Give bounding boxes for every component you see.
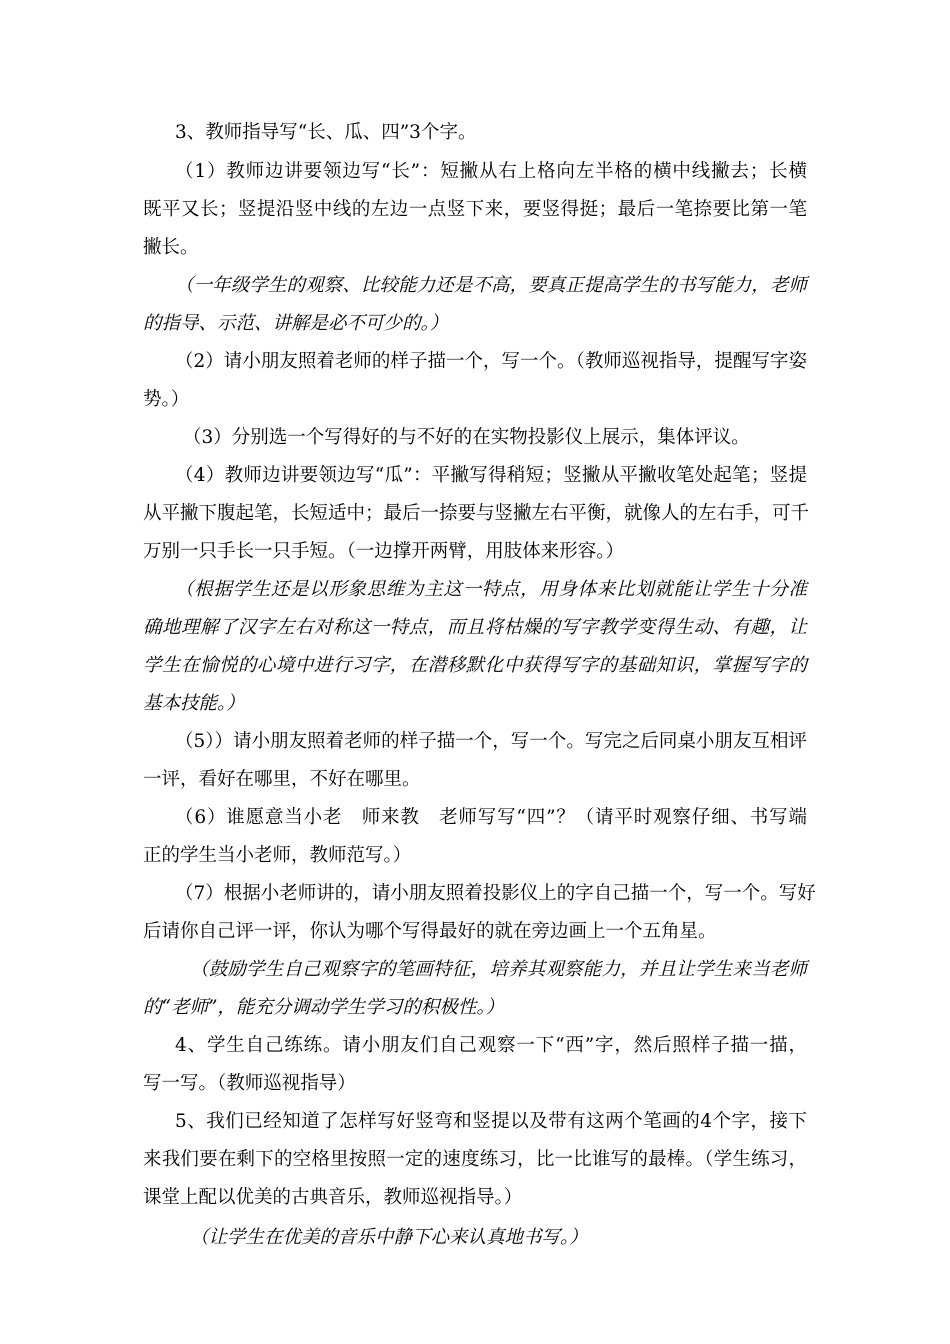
- text-line: （7）根据小老师讲的，请小朋友照着投影仪上的字自己描一个，写一个。写好: [175, 883, 816, 904]
- text-line: 既平又长；竖提沿竖中线的左边一点竖下来，要竖得挺；最后一笔捺要比第一笔: [143, 199, 807, 220]
- text-line: （2）请小朋友照着老师的样子描一个，写一个。（教师巡视指导，提醒写字姿: [175, 351, 807, 372]
- text-line: （5））请小朋友照着老师的样子描一个，写一个。写完之后同桌小朋友互相评: [175, 731, 807, 752]
- text-line: 势。）: [143, 389, 190, 410]
- annotation-line: 基本技能。）: [143, 693, 245, 714]
- annotation-line: 确地理解了汉字左右对称这一特点，而且将枯燥的写字教学变得生动、有趣，让: [143, 617, 807, 638]
- annotation-line: 的“老师”，能充分调动学生学习的积极性。）: [143, 997, 505, 1018]
- annotation-line: （让学生在优美的音乐中静下心来认真地书写。）: [190, 1227, 588, 1248]
- annotation-line: 学生在愉悦的心境中进行习字，在潜移默化中获得写字的基础知识，掌握写字的: [143, 655, 807, 676]
- text-line: 后请你自己评一评，你认为哪个写得最好的就在旁边画上一个五角星。: [143, 921, 717, 942]
- text-line: （4）教师边讲要领边写“瓜”：平撇写得稍短；竖撇从平撇收笔处起笔；竖提: [175, 465, 807, 486]
- text-line: 课堂上配以优美的古典音乐，教师巡视指导。）: [143, 1187, 523, 1208]
- annotation-line: （根据学生还是以形象思维为主这一特点，用身体来比划就能让学生十分准: [175, 579, 807, 600]
- text-line: 3、教师指导写“长、瓜、四”3个字。: [175, 122, 477, 143]
- text-line: （3）分别选一个写得好的与不好的在实物投影仪上展示，集体评议。: [183, 427, 750, 448]
- text-line: 撇长。: [143, 237, 199, 258]
- text-line: 从平撇下腹起笔，长短适中；最后一捺要与竖撇左右平衡，就像人的左右手，可千: [143, 503, 810, 524]
- text-line: （6）谁愿意当小老 师来教 老师写写“四”？（请平时观察仔细、书写端: [175, 807, 807, 828]
- text-line: 一评，看好在哪里，不好在哪里。: [143, 769, 421, 790]
- text-line: 写一写。（教师巡视指导）: [143, 1073, 356, 1094]
- text-line: 4、学生自己练练。请小朋友们自己观察一下“西”字，然后照样子描一描，: [175, 1035, 807, 1056]
- text-line: 万别一只手长一只手短。（一边撑开两臂，用肢体来形容。）: [143, 541, 625, 562]
- annotation-line: （鼓励学生自己观察字的笔画特征，培养其观察能力，并且让学生来当老师: [190, 959, 807, 980]
- text-line: （1）教师边讲要领边写“长”：短撇从右上格向左半格的横中线撇去；长横: [175, 161, 807, 182]
- annotation-line: 的指导、示范、讲解是必不可少的。）: [143, 313, 449, 334]
- annotation-line: （一年级学生的观察、比较能力还是不高，要真正提高学生的书写能力，老师: [175, 275, 807, 296]
- text-line: 5、我们已经知道了怎样写好竖弯和竖提以及带有这两个笔画的4个字，接下: [175, 1111, 807, 1132]
- text-line: 正的学生当小老师，教师范写。）: [143, 845, 412, 866]
- text-line: 来我们要在剩下的空格里按照一定的速度练习，比一比谁写的最棒。（学生练习，: [143, 1149, 807, 1170]
